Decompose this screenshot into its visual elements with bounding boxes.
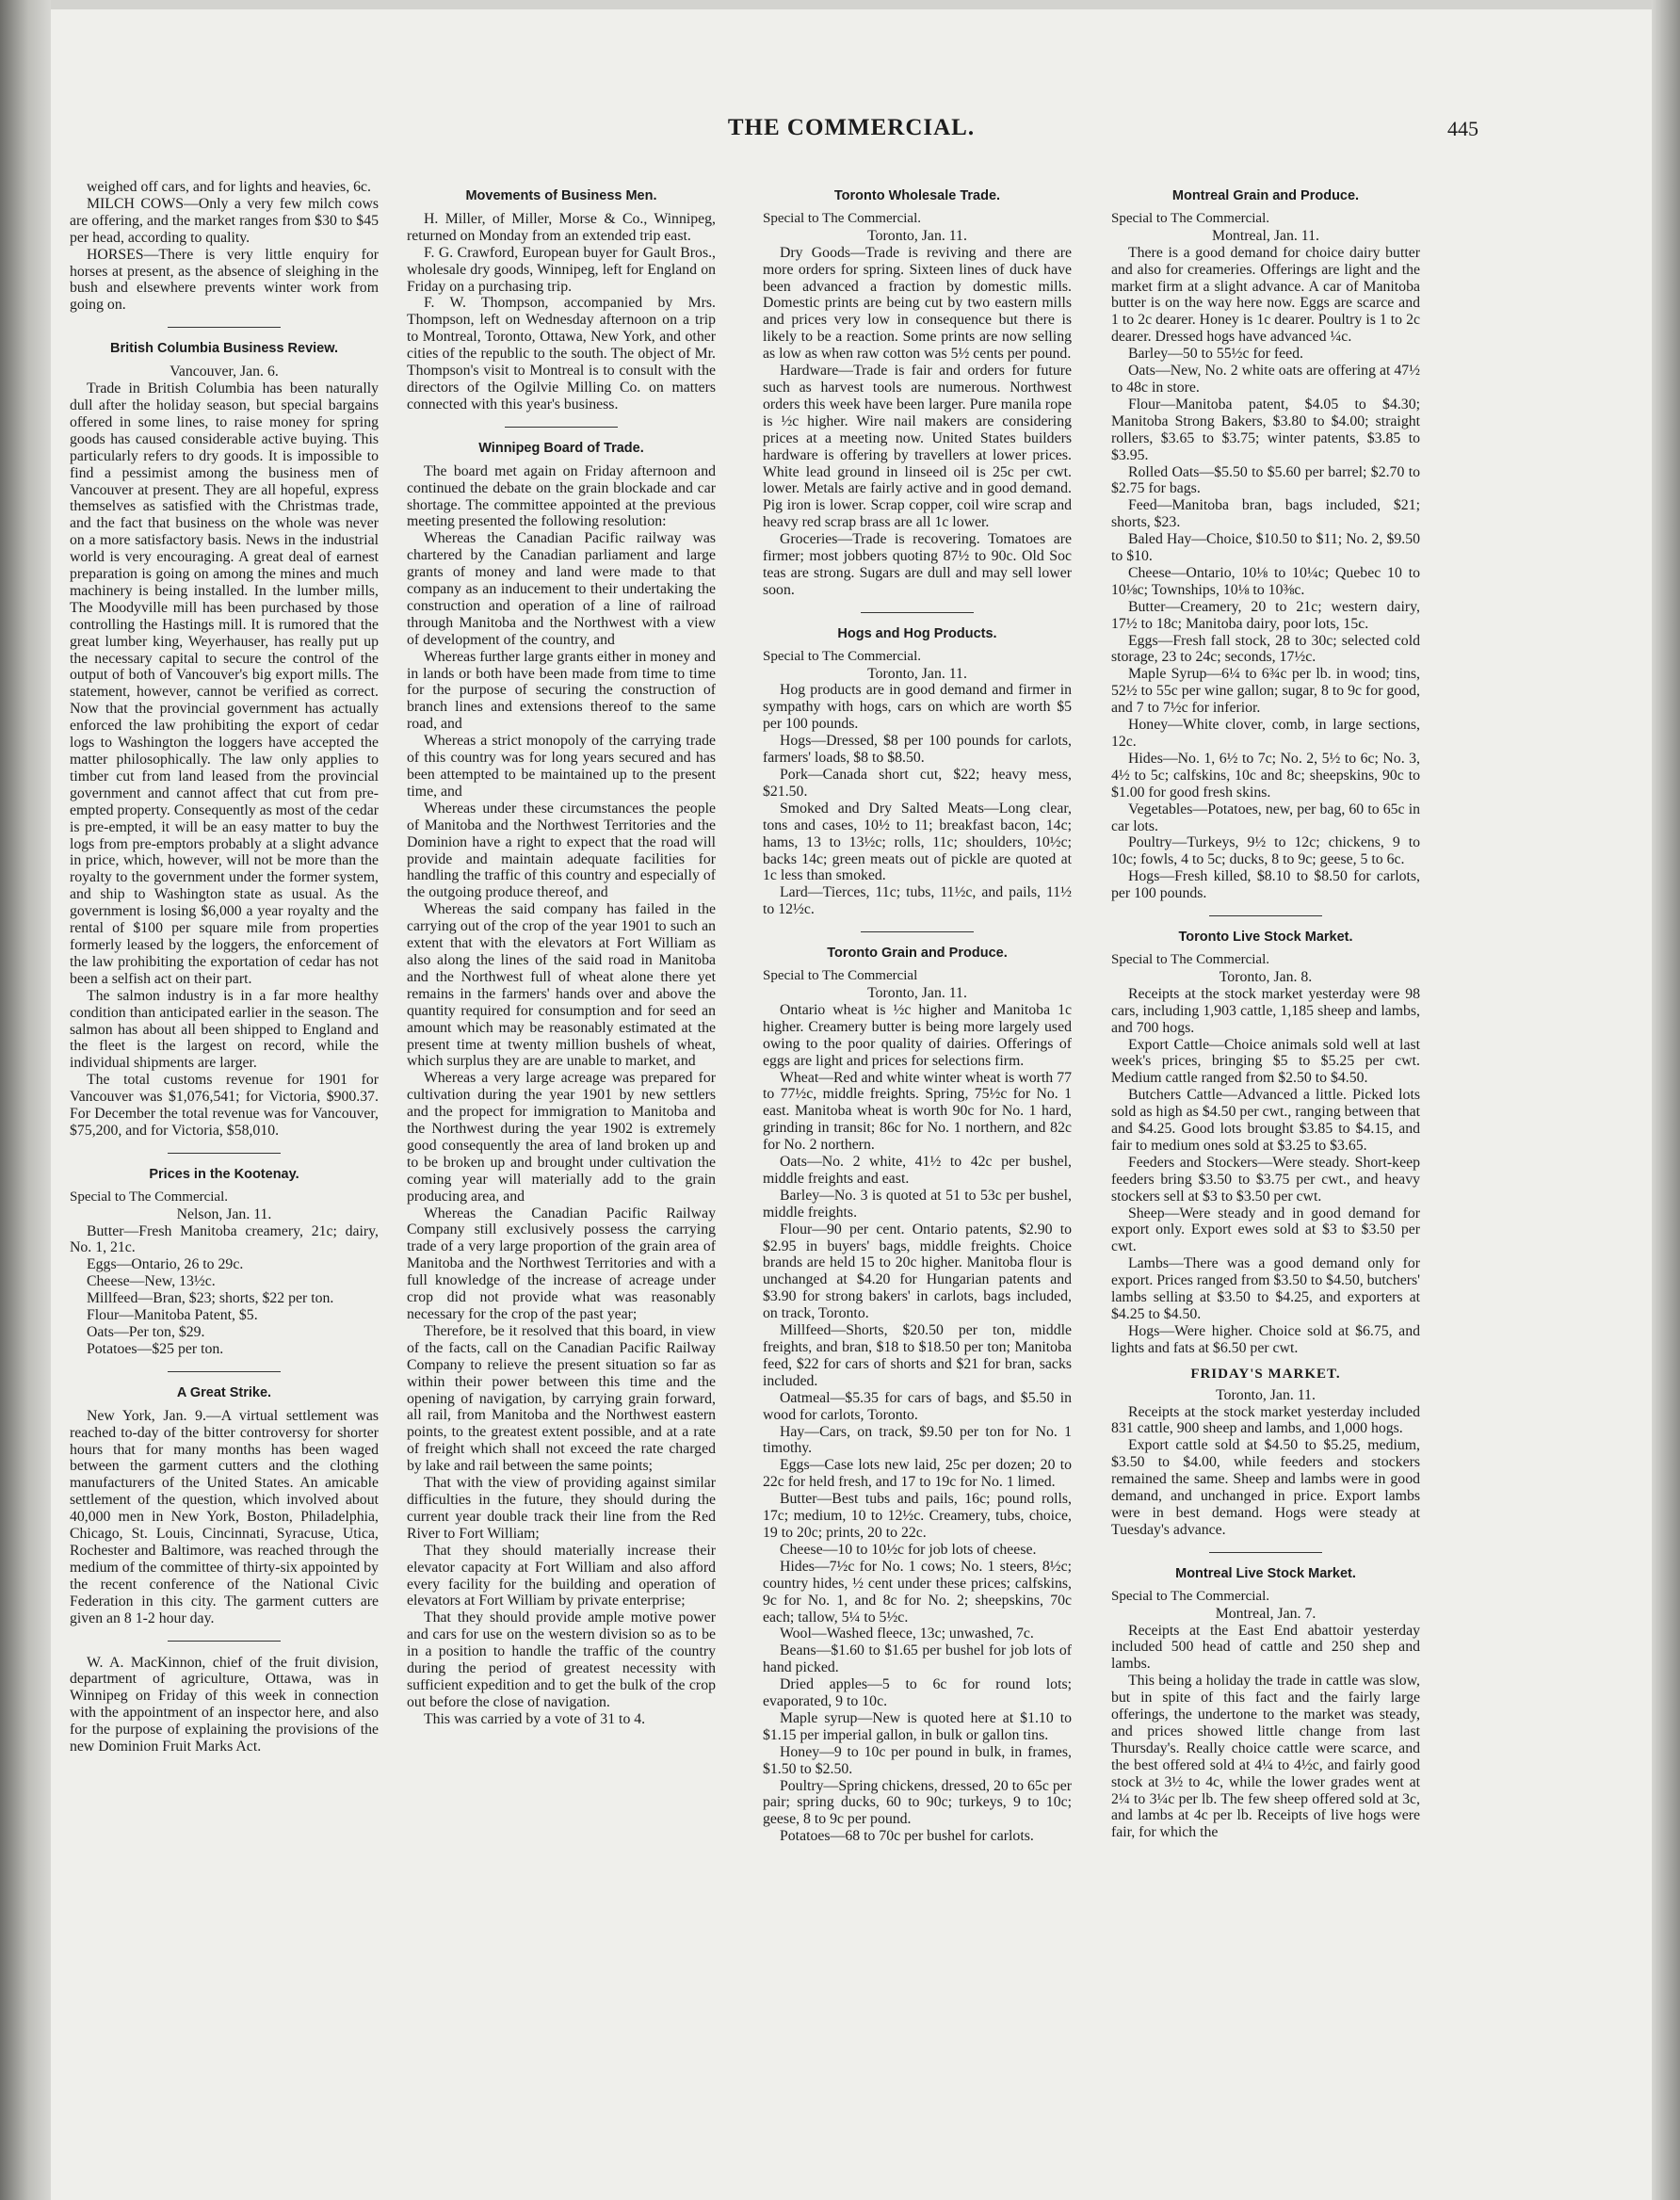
- page-number: 445: [1447, 117, 1478, 140]
- article-source: Special to The Commercial.: [1111, 1588, 1270, 1604]
- article: [70, 1641, 379, 1755]
- article-paragraph: Whereas a strict monopoly of the carrying trade of this country was for long years secured and has been attempted to be maintained up to the present time, and: [407, 733, 716, 800]
- article-paragraph: Hardware—Trade is fair and orders for future such as harvest tools are numerous. Northwest orders this week have been larger. Pure manila rope is ½c higher. Wire nail makers are considering prices at a meeting now. United States builders hardware is offering by travellers at lower prices. White lead ground in linseed oil is 25c per cwt. lower. Metals are fairly active and in good demand. Pig iron is lower. Scrap copper, coil wire scrap and heavy red scrap brass are all 1c lower.: [763, 363, 1072, 531]
- article-paragraph: Butter—Creamery, 20 to 21c; western dairy, 17½ to 18c; Manitoba dairy, poor lots, 15c.: [1111, 598, 1420, 632]
- separator-rule: [168, 327, 281, 328]
- article-paragraph: Export Cattle—Choice animals sold well at last week's prices, bringing $5 to $5.25 per cwt. Medium cattle ranged from $2.50 to $4.50.: [1111, 1036, 1420, 1087]
- article: [1111, 915, 1420, 1539]
- article: [763, 931, 1072, 1845]
- article-source: Special to The Commercial: [763, 968, 918, 984]
- article-paragraph: Wool—Washed fleece, 13c; unwashed, 7c.: [780, 1626, 1034, 1642]
- column-2: [407, 179, 716, 2194]
- article-paragraph: Smoked and Dry Salted Meats—Long clear, tons and cases, 10½ to 11; breakfast bacon, 14c; hams, 13 to 13½c; rolls, 11c; shoulders, 10½c; backs 14c; green meats out of pickle are quoted at 1c less than smoked.: [763, 800, 1072, 884]
- article-paragraph: Poultry—Turkeys, 9½ to 12c; chickens, 9 to 10c; fowls, 4 to 5c; ducks, 8 to 9c; geese, 5 to 6c.: [1111, 834, 1420, 868]
- article-paragraph: Maple syrup—New is quoted here at $1.10 to $1.15 per imperial gallon, in bulk or gallon tins.: [763, 1709, 1072, 1743]
- article-title: Toronto Grain and Produce.: [827, 946, 1008, 962]
- article-paragraph: Eggs—Fresh fall stock, 28 to 30c; selected cold storage, 23 to 24c; seconds, 17½c.: [1111, 632, 1420, 666]
- article-paragraph: Oatmeal—$5.35 for cars of bags, and $5.50 in wood for carlots, Toronto.: [763, 1389, 1072, 1423]
- masthead: THE COMMERCIAL.: [727, 115, 976, 140]
- article-paragraph: Hides—No. 1, 6½ to 7c; No. 2, 5½ to 6c; No. 3, 4½ to 5c; calfskins, 10c and 8c; sheepskins, 90c to $1.00 for good fresh skins.: [1111, 750, 1420, 801]
- article-paragraph: Barley—50 to 55½c for feed.: [1128, 346, 1303, 363]
- article-paragraph: Therefore, be it resolved that this board, in view of the facts, call on the Canadian Pacific Railway Company to relieve the present situation so far as within their power between this time and the opening of navigation, by carrying grain forward, all rail, from Manitoba and the Northwest eastern points, to the greatest extent possible, and at a rate of freight which shall not exceed the rate charged by lake and rail between the same points;: [407, 1322, 716, 1475]
- article-dateline: Nelson, Jan. 11.: [176, 1205, 272, 1222]
- article-paragraph: Whereas the Canadian Pacific Railway Company still exclusively possess the carrying trade of a very large proportion of the grain area of Manitoba and the Northwest Territories and with a full knowledge of the increase of acreage under crop did not provide what was reasonably necessary for the crop of the past year;: [407, 1205, 716, 1322]
- article-paragraph: Eggs—Ontario, 26 to 29c.: [87, 1256, 244, 1273]
- article-dateline: Toronto, Jan. 8.: [1219, 968, 1313, 985]
- article-paragraph: Hogs—Were higher. Choice sold at $6.75, and lights and fats at $6.50 per cwt.: [1111, 1322, 1420, 1356]
- article-paragraph: F. G. Crawford, European buyer for Gault Bros., wholesale dry goods, Winnipeg, left for England on Friday on a purchasing trip.: [407, 244, 716, 295]
- article: [70, 1153, 379, 1358]
- article-dateline: Toronto, Jan. 11.: [867, 227, 967, 244]
- article-paragraph: The salmon industry is in a far more healthy condition than anticipated earlier in the season. The salmon has about all been shipped to England and the fleet is the largest on record, while the individual shipments are larger.: [70, 987, 379, 1072]
- separator-rule: [505, 427, 618, 428]
- article: [407, 188, 716, 413]
- article-title: Toronto Wholesale Trade.: [833, 188, 1001, 203]
- article-paragraph: Trade in British Columbia has been naturally dull after the holiday season, but special bargains offered in some lines, to raise money for spring goods has caused considerable active buying. This particularly refers to dry goods. It is impossible to find a pessimist among the business men of Vancouver at present. They are all hopeful, express themselves as satisfied with the Christmas trade, and the fact that business on the whole was never on a more satisfactory basis. News in the industrial world is very encouraging. A great deal of earnest preparation is going on among the mines and much machinery is being installed. In the lumber mills, The Moodyville mill has been purchased by those controlling the Hastings mill. It is rumored that the great lumber king, Weyerhauser, has really put up the necessary capital to secure the control of the output of both of Vancouver's big export mills. The statement, however, cannot be verified as correct. Now that the provincial government has actually enforced the law prohibiting the export of cedar logs to Washington the loggers have accepted the matter philosophically. The law only applies to timber cut from land leased from the provincial government and cannot affect that cut from pre-empted property. Consequently as most of the cedar is pre-empted, it will be an easy matter to buy the logs from pre-emptors probably at a slight advance in price, which, however, will not be more than the royalty to the government under the former system, and ship to Washington state as usual. As the government is losing $6,000 a year royalty and the rental of $100 per square mile from properties formerly leased by the loggers, the enforcement of the law prohibiting the exportation of cedar has not been a selfish act on their part.: [70, 380, 379, 987]
- article-title: Movements of Business Men.: [465, 188, 657, 203]
- article-paragraph: Lambs—There was a good demand only for export. Prices ranged from $3.50 to $4.50, butchers' lambs selling at $3.50 to $4.25, and exporters at $4.25 to $4.50.: [1111, 1255, 1420, 1322]
- article-paragraph: That with the view of providing against similar difficulties in the future, they should during the current year double track their line from the Red River to Fort William;: [407, 1475, 716, 1542]
- article-paragraph: Sheep—Were steady and in good demand for export only. Export ewes sold at $3 to $3.50 per cwt.: [1111, 1205, 1420, 1255]
- article-paragraph: HORSES—There is very little enquiry for horses at present, as the absence of sleighing in the bush and elsewhere prevents winter work from going on.: [70, 246, 379, 314]
- article-paragraph: F. W. Thompson, accompanied by Mrs. Thompson, left on Wednesday afternoon on a trip to Montreal, Toronto, Ottawa, New York, and other cities of the republic to the south. The object of Mr. Thompson's visit to Montreal is to consult with the directors of the Ogilvie Milling Co. on matters connected with this year's business.: [407, 295, 716, 412]
- article-paragraph: Honey—White clover, comb, in large sections, 12c.: [1111, 717, 1420, 750]
- separator-rule: [861, 931, 974, 932]
- article: [763, 188, 1072, 599]
- article-title: British Columbia Business Review.: [110, 341, 338, 357]
- article-paragraph: Potatoes—68 to 70c per bushel for carlots.: [780, 1828, 1034, 1845]
- article-paragraph: New York, Jan. 9.—A virtual settlement was reached to-day of the bitter controversy for shorter hours that for many months has been waged between the garment cutters and the clothing manufacturers of the United States. An amicable settlement of the question, which involved about 40,000 men in New York, Boston, Philadelphia, Chicago, St. Louis, Cincinnati, Syracuse, Utica, Rochester and Baltimore, was reached through the medium of the committee of thirty-six appointed by the recent conference of the National Civic Federation in this city. The garment cutters are given an 8 1-2 hour day.: [70, 1407, 379, 1626]
- article-paragraph: Hogs—Dressed, $8 per 100 pounds for carlots, farmers' loads, $8 to $8.50.: [763, 733, 1072, 767]
- article-paragraph: Hides—7½c for No. 1 cows; No. 1 steers, 8½c; country hides, ½ cent under these prices; calfskins, 9c for No. 1, and 8c for No. 2; sheepskins, 70c each; tallow, 5¼ to 5½c.: [763, 1558, 1072, 1626]
- article: [70, 1371, 379, 1627]
- article-paragraph: There is a good demand for choice dairy butter and also for creameries. Offerings are light and the market firm at a slight advance. A car of Manitoba butter is on the way here now. Eggs are scarce and 1 to 2c dearer. Honey is 1c dearer. Poultry is 1 to 2c dearer. Dressed hogs have advanced ¼c.: [1111, 244, 1420, 346]
- article-paragraph: Beans—$1.60 to $1.65 per bushel for job lots of hand picked.: [763, 1642, 1072, 1676]
- page-header: [51, 115, 1652, 153]
- article-paragraph: Pork—Canada short cut, $22; heavy mess, $21.50.: [763, 767, 1072, 800]
- article-paragraph: Feeders and Stockers—Were steady. Short-keep feeders bring $3.50 to $3.75 per cwt., and heavy stockers sell at $3 to $3.50 per cwt.: [1111, 1154, 1420, 1205]
- article-title: Montreal Grain and Produce.: [1171, 188, 1360, 203]
- article-paragraph: Receipts at the stock market yesterday were 98 cars, including 1,903 cattle, 1,185 sheep and lambs, and 700 hogs.: [1111, 985, 1420, 1036]
- separator-rule: [168, 1641, 281, 1642]
- article-paragraph: Cheese—New, 13½c.: [87, 1273, 216, 1290]
- article: [1111, 188, 1420, 902]
- article-dateline: Montreal, Jan. 11.: [1212, 227, 1319, 244]
- article-title: Prices in the Kootenay.: [149, 1166, 299, 1182]
- article-paragraph: MILCH COWS—Only a very few milch cows are offering, and the market ranges from $30 to $45 per head, according to quality.: [70, 195, 379, 246]
- article-paragraph: Millfeed—Bran, $23; shorts, $22 per ton.: [87, 1290, 334, 1307]
- article-paragraph: Flour—Manitoba Patent, $5.: [87, 1307, 258, 1324]
- column-3: [763, 179, 1072, 2194]
- article-source: Special to The Commercial.: [1111, 951, 1270, 967]
- article: [70, 327, 379, 1140]
- article: [1111, 1552, 1420, 1842]
- article-paragraph: Millfeed—Shorts, $20.50 per ton, middle freights, and bran, $18 to $18.50 per ton; Manitoba feed, $22 for cars of shorts and $21 for bran, sacks included.: [763, 1322, 1072, 1389]
- article-paragraph: Honey—9 to 10c per pound in bulk, in frames, $1.50 to $2.50.: [763, 1743, 1072, 1777]
- article-paragraph: Vegetables—Potatoes, new, per bag, 60 to 65c in car lots.: [1111, 801, 1420, 834]
- article-paragraph: That they should materially increase their elevator capacity at Fort William and also afford every facility for the building and operation of elevators at Fort William by private enterprise;: [407, 1542, 716, 1610]
- article-paragraph: Receipts at the East End abattoir yesterday included 500 head of cattle and 250 shep and lambs.: [1111, 1622, 1420, 1673]
- article-paragraph: Eggs—Case lots new laid, 25c per dozen; 20 to 22c for held fresh, and 17 to 19c for No. 1 limed.: [763, 1457, 1072, 1491]
- separator-rule: [1209, 915, 1322, 916]
- article-paragraph: Hay—Cars, on track, $9.50 per ton for No. 1 timothy.: [763, 1423, 1072, 1457]
- article-paragraph: Butchers Cattle—Advanced a little. Picked lots sold as high as $4.50 per cwt., ranging between that and $4.25. Good lots brought $3.85 to $4.15, and fair to medium ones sold at $3.25 to $3.65.: [1111, 1087, 1420, 1154]
- article-paragraph: Whereas under these circumstances the people of Manitoba and the Northwest Territories and the Dominion have a right to expect that the road will provide and maintain adequate facilities for handling the traffic of this country and especially of the outgoing produce thereof, and: [407, 800, 716, 901]
- article-title: Toronto Live Stock Market.: [1178, 930, 1353, 946]
- article-paragraph: This being a holiday the trade in cattle was slow, but in spite of this fact and the fairly large offerings, the undertone to the market was steady, and prices showed little change from last Thursday's. Really choice cattle were scarce, and the best offered sold at 4¼ to 4½c, and fairly good stock at 3½ to 4c, while the lower grades went at 2¼ to 3¼c per lb. The few sheep offered sold at 3c, and lambs at 4c per lb. Receipts of live hogs were fair, for which the: [1111, 1673, 1420, 1841]
- article-paragraph: Oats—Per ton, $29.: [87, 1324, 205, 1340]
- article-paragraph: The total customs revenue for 1901 for Vancouver was $1,076,541; for Victoria, $900.37. For December the total revenue was for Vancouver, $75,200, and for Victoria, $58,010.: [70, 1072, 379, 1139]
- article-paragraph: Feed—Manitoba bran, bags included, $21; shorts, $23.: [1111, 497, 1420, 531]
- article-title: Montreal Live Stock Market.: [1175, 1565, 1356, 1581]
- article-paragraph: That they should provide ample motive power and cars for use on the western division so as to be in a position to handle the traffic of the country during the period of greatest necessity with sufficient expedition and to get the bulk of the crop out before the close of navigation.: [407, 1610, 716, 1710]
- article-paragraph: Dry Goods—Trade is reviving and there are more orders for spring. Sixteen lines of duck have been advanced a fraction by domestic mills. Domestic prints are being cut by two eastern mills and prices very low in consequence but there is likely to be a reaction. Some prints are now selling as low as when raw cotton was 5½ cents per pound.: [763, 244, 1072, 363]
- article-paragraph: Hogs—Fresh killed, $8.10 to $8.50 for carlots, per 100 pounds.: [1111, 868, 1420, 902]
- separator-rule: [168, 1371, 281, 1372]
- article-paragraph: Whereas a very large acreage was prepared for cultivation during the year 1901 by new settlers and the propect for immigration to Manitoba and the Northwest during the year 1902 is extremely good consequently the area of land broken up and to be broken up and brought under cultivation the coming year will materially add to the grain producing area, and: [407, 1070, 716, 1205]
- article-paragraph: This was carried by a vote of 31 to 4.: [424, 1710, 646, 1727]
- article-dateline: Toronto, Jan. 11.: [867, 665, 967, 682]
- article-paragraph: Poultry—Spring chickens, dressed, 20 to 65c per pair; spring ducks, 60 to 90c; turkeys, 9 to 10c; geese, 8 to 9c per pound.: [763, 1777, 1072, 1828]
- article-source: Special to The Commercial.: [1111, 210, 1270, 226]
- column-4: [1111, 179, 1420, 2194]
- article-paragraph: W. A. MacKinnon, chief of the fruit division, department of agriculture, Ottawa, was in Winnipeg on Friday of this week in connection with the appointment of an inspector here, and also for the purpose of explaining the provisions of the new Dominion Fruit Marks Act.: [70, 1654, 379, 1755]
- article-paragraph: Baled Hay—Choice, $10.50 to $11; No. 2, $9.50 to $10.: [1111, 531, 1420, 565]
- article-source: Special to The Commercial.: [70, 1189, 229, 1205]
- article-paragraph: Rolled Oats—$5.50 to $5.60 per barrel; $2.70 to $2.75 for bags.: [1111, 463, 1420, 497]
- article: [70, 179, 379, 314]
- article-paragraph: Whereas the said company has failed in the carrying out of the crop of the year 1901 to such an extent that with the elevators at Fort William as also along the lines of the said road in Manitoba and the Northwest full of wheat alone there yet remains in the farmers' hands over and above the quantity required for consumption and for seed an amount which may be reasonably estimated at the present time at twenty million bushels of wheat, which surplus they are are unable to market, and: [407, 901, 716, 1070]
- article-paragraph: Wheat—Red and white winter wheat is worth 77 to 77½c, middle freights. Spring, 75½c for No. 1 east. Manitoba wheat is worth 90c for No. 1 hard, grinding in transit; 86c for No. 1 northern, and 82c for No. 2 northern.: [763, 1069, 1072, 1154]
- column-1: [70, 179, 379, 2194]
- article-source: Special to The Commercial.: [763, 210, 922, 226]
- newspaper-page: [51, 9, 1652, 2200]
- article-paragraph: Barley—No. 3 is quoted at 51 to 53c per bushel, middle freights.: [763, 1187, 1072, 1221]
- article-paragraph: Whereas the Canadian Pacific railway was chartered by the Canadian parliament and large grants of money and land were made to that company as an inducement to their undertaking the construction and operation of a line of railroad through Manitoba and the Northwest with a view of development of the country, and: [407, 530, 716, 648]
- article-title: Winnipeg Board of Trade.: [478, 440, 644, 456]
- article-paragraph: Maple Syrup—6¼ to 6¾c per lb. in wood; tins, 52½ to 55c per wine gallon; sugar, 8 to 9c for good, and 7 to 7½c for inferior.: [1111, 666, 1420, 717]
- separator-rule: [861, 612, 974, 613]
- article-paragraph: Groceries—Trade is recovering. Tomatoes are firmer; most jobbers quoting 87½ to 90c. Old Soc teas are strong. Sugars are dull and may sell lower soon.: [763, 531, 1072, 598]
- article-dateline: Montreal, Jan. 7.: [1215, 1605, 1317, 1622]
- article-paragraph: Cheese—Ontario, 10⅛ to 10¼c; Quebec 10 to 10⅛c; Townships, 10⅛ to 10⅜c.: [1111, 564, 1420, 598]
- article-paragraph: Lard—Tierces, 11c; tubs, 11½c, and pails, 11½ to 12½c.: [763, 884, 1072, 918]
- article-paragraph: The board met again on Friday afternoon and continued the debate on the grain blockade and car shortage. The committee appointed at the previous meeting presented the following resolution:: [407, 462, 716, 530]
- article-paragraph: Oats—New, No. 2 white oats are offering at 47½ to 48c in store.: [1111, 363, 1420, 396]
- article-paragraph: Cheese—10 to 10½c for job lots of cheese.: [780, 1541, 1037, 1558]
- article-dateline: Vancouver, Jan. 6.: [170, 364, 279, 380]
- article-source: Special to The Commercial.: [763, 648, 922, 664]
- article-paragraph: Butter—Fresh Manitoba creamery, 21c; dairy, No. 1, 21c.: [70, 1222, 379, 1256]
- subsection-dateline: Toronto, Jan. 11.: [1216, 1386, 1316, 1403]
- subsection-paragraph: Export cattle sold at $4.50 to $5.25, medium, $3.50 to $4.00, while feeders and stockers remained the same. Sheep and lambs were in good demand, and unchanged in price. Export lambs were in best demand. Hogs were steady at Tuesday's advance.: [1111, 1437, 1420, 1538]
- article-paragraph: Hog products are in good demand and firmer in sympathy with hogs, cars on which are worth $5 per 100 pounds.: [763, 682, 1072, 733]
- article-paragraph: Dried apples—5 to 6c for round lots; evaporated, 9 to 10c.: [763, 1676, 1072, 1710]
- article-paragraph: H. Miller, of Miller, Morse & Co., Winnipeg, returned on Monday from an extended trip east.: [407, 210, 716, 244]
- article-paragraph: Flour—90 per cent. Ontario patents, $2.90 to $2.95 in buyers' bags, middle freights. Choice brands are held 15 to 20c higher. Manitoba flour is unchanged at $4.20 for Hungarian patents and $3.90 for strong bakers' in carlots, bags included, on track, Toronto.: [763, 1221, 1072, 1322]
- article-title: A Great Strike.: [176, 1384, 272, 1400]
- article-paragraph: Oats—No. 2 white, 41½ to 42c per bushel, middle freights and east.: [763, 1154, 1072, 1187]
- article-paragraph: Potatoes—$25 per ton.: [87, 1340, 224, 1357]
- article-title: Hogs and Hog Products.: [837, 625, 997, 641]
- page-edge: [1652, 0, 1680, 2200]
- article-dateline: Toronto, Jan. 11.: [867, 984, 967, 1001]
- separator-rule: [168, 1153, 281, 1154]
- article: [407, 427, 716, 1728]
- separator-rule: [1209, 1552, 1322, 1553]
- article-paragraph: weighed off cars, and for lights and heavies, 6c.: [87, 179, 371, 195]
- subsection-paragraph: Receipts at the stock market yesterday included 831 cattle, 900 sheep and lambs, and 1,000 hogs.: [1111, 1403, 1420, 1437]
- article: [763, 612, 1072, 918]
- subsection-title: FRIDAY'S MARKET.: [1190, 1366, 1341, 1382]
- article-paragraph: Whereas further large grants either in money and in lands or both have been made from time to time for the purpose of securing the construction of branch lines and extensions thereof to the same road, and: [407, 648, 716, 733]
- article-paragraph: Ontario wheat is ½c higher and Manitoba 1c higher. Creamery butter is being more largely used owing to the poor quality of dairies. Offerings of eggs are light and prices for selections firm.: [763, 1001, 1072, 1069]
- binding-spine: [0, 0, 51, 2200]
- article-paragraph: Butter—Best tubs and pails, 16c; pound rolls, 17c; medium, 10 to 12½c. Creamery, tubs, choice, 19 to 20c; prints, 20 to 22c.: [763, 1491, 1072, 1541]
- article-paragraph: Flour—Manitoba patent, $4.05 to $4.30; Manitoba Strong Bakers, $3.80 to $4.00; straight rollers, $3.65 to $3.75; winter patents, $3.85 to $3.95.: [1111, 396, 1420, 463]
